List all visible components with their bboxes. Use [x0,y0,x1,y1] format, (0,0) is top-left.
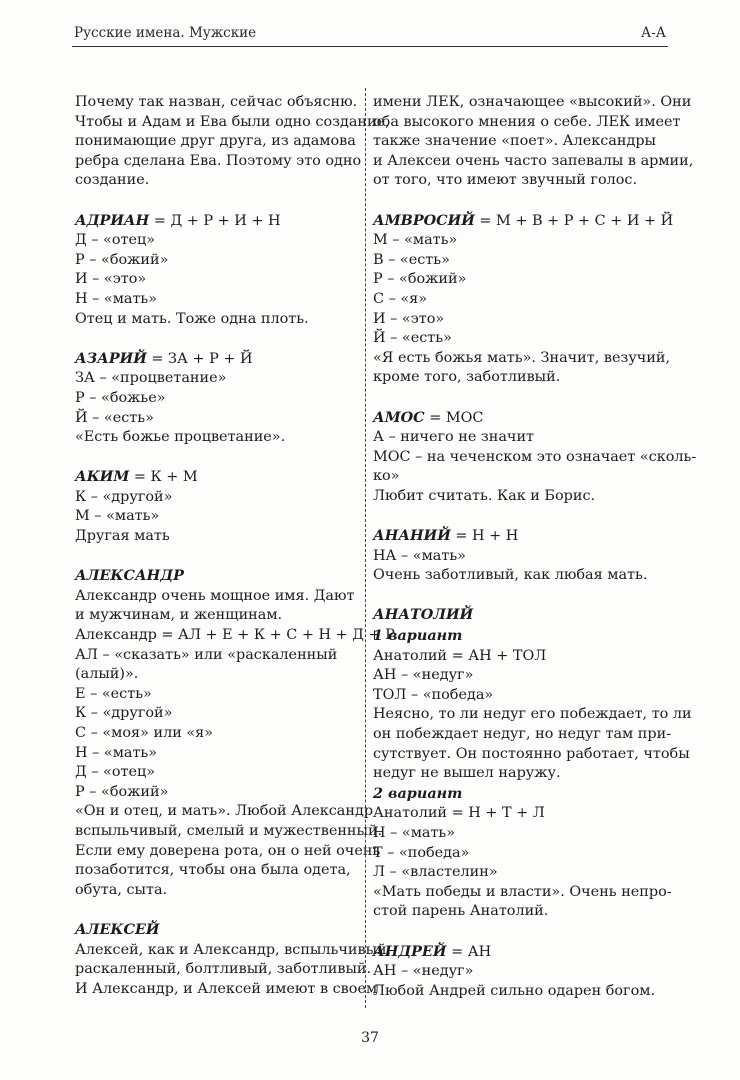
line-text: НА – «мать» [373,547,466,564]
line-text: = Д + Р + И + Н [149,212,281,229]
line-text: от того, что имеют звучный голос. [373,172,638,189]
line-text: Л – «властелин» [373,864,498,881]
text-line [373,270,660,290]
text-line [75,93,360,113]
line-text: Р – «божий» [75,783,169,800]
text-line [75,861,360,881]
text-line [75,941,392,961]
entry-headword: 1 вариант [373,627,463,645]
line-text: = МОС [424,409,484,426]
entry-heading-line [75,920,360,941]
entry-heading-line [373,784,660,805]
line-text: Неясно, то ли недуг его побеждает, то ли [373,706,692,723]
line-text: стой парень Анатолий. [373,903,549,920]
line-text: понимающие друг друга, из адамова [75,133,356,150]
line-text: он побеждает недуг, но недуг там при- [373,726,672,742]
line-text: «Я есть божья мать». Значит, везучий, [373,349,671,366]
entry-headword: АЛЕКСЕЙ [75,920,160,938]
text-line [373,251,660,271]
line-text: оба высокого мнения о себе. ЛЕК имеет [373,113,681,130]
line-text: кроме того, заботливый. [373,369,561,386]
line-text: = М + В + Р + С + И + Й [474,212,674,229]
text-line [75,802,374,822]
line-text: раскаленный, болтливый, заботливый. [75,961,372,978]
text-line [75,822,383,842]
text-line [373,428,660,448]
paragraph-gap [75,547,360,567]
text-line [373,547,660,567]
paragraph-gap [75,329,360,349]
text-line [75,270,360,290]
text-line [75,960,372,980]
line-text: имени ЛЕК, означающее «высокий». Они [373,94,692,110]
text-line [75,724,360,744]
text-line [373,152,694,172]
line-text: Почему так назван, сейчас объясню. [75,94,358,110]
text-line [373,310,660,330]
line-text: Д – «отец» [75,764,156,781]
text-line [75,685,360,705]
line-text: ребра сделана Ева. Поэтому это одно [75,152,362,169]
text-line [373,171,660,191]
line-text: К – «другой» [75,705,173,722]
entry-heading-line [75,211,360,232]
text-line [373,725,672,745]
text-line [75,171,360,191]
line-text: = АН [446,943,492,960]
line-text: и мужчинам, и женщинам. [75,607,283,624]
entry-headword: 2 вариант [373,784,463,802]
right-column [373,93,697,1001]
line-text: В – «есть» [373,251,450,268]
line-text: = К + М [129,469,198,486]
line-text: Й – «есть» [75,409,154,426]
text-line [373,566,660,586]
text-line [75,409,360,429]
text-line [75,389,360,409]
paragraph-gap [373,922,660,942]
entry-headword: АКИМ [75,468,130,486]
text-line [75,369,360,389]
paragraph-gap [373,586,660,606]
line-text: Очень заботливый, как любая мать. [373,567,648,584]
entry-headword: АЛЕКСАНДР [75,567,184,585]
paragraph-gap [75,448,360,468]
text-line [75,113,390,133]
text-line [75,704,360,724]
paragraph-gap [373,191,660,211]
line-text: Н – «мать» [75,290,158,307]
entry-heading-line [373,605,660,626]
line-text: Р – «божий» [75,251,169,268]
text-line [373,745,690,765]
paragraph-gap [373,506,660,526]
entry-heading-line [75,467,360,488]
line-text: Анатолий = АН + ТОЛ [373,647,547,664]
entry-heading-line [373,526,660,547]
line-text: Алексей, как и Александр, вспыльчивый, [75,941,392,958]
line-text: АЛ – «сказать» или «раскаленный [75,646,338,663]
line-text: К – «другой» [75,488,173,505]
line-text: Если ему доверена рота, он о ней очень [75,842,381,859]
line-text: Анатолий = Н + Т + Л [373,805,545,822]
line-text: Р – «божий» [373,271,467,288]
line-text: Е – «есть» [75,685,152,702]
line-text: Т – «победа» [373,844,470,861]
text-line [373,863,660,883]
text-line [373,686,660,706]
line-text: С – «я» [373,290,428,307]
line-text: Любит считать. Как и Борис. [373,487,596,504]
line-text: (алый)». [75,666,139,683]
text-line [75,842,381,862]
line-text: обута, сыта. [75,881,168,898]
text-line [373,132,660,152]
text-line [75,626,395,646]
text-line [75,763,360,783]
line-text: и Алексеи очень часто запевалы в армии, [373,152,694,169]
paragraph-gap [373,388,660,408]
column-divider [365,88,366,1008]
text-line [373,764,660,784]
entry-heading-line [373,211,674,232]
text-line [373,448,697,468]
text-line [75,783,360,803]
line-text: вспыльчивый, смелый и мужественный. [75,822,383,839]
text-line [75,132,360,152]
text-line [373,467,660,487]
line-text: Р – «божье» [75,389,166,406]
entry-headword: АЗАРИЙ [75,349,147,367]
line-text: ТОЛ – «победа» [373,686,494,703]
entry-headword: АМОС [373,408,425,426]
entry-heading-line [75,349,360,370]
line-text: Александр очень мощное имя. Дают [75,587,355,604]
text-line [373,902,660,922]
text-line [75,881,360,901]
line-text: также значение «поет». Александры [373,133,656,150]
text-line [373,883,672,903]
line-text: Александр = АЛ + Е + К + С + Н + Д + Р [75,627,395,644]
line-text: И – «это» [75,271,147,288]
line-text: = Н + Н [450,528,519,545]
text-line [75,606,360,626]
text-line [373,705,692,725]
entry-heading-line [373,626,660,647]
paragraph-gap [75,191,360,211]
entry-headword: АМВРОСИЙ [373,211,475,229]
text-line [373,93,692,113]
text-line [373,113,681,133]
text-line [373,982,660,1002]
entry-headword: АНДРЕЙ [373,942,447,960]
line-text: А – ничего не значит [373,429,535,446]
line-text: Другая мать [75,528,170,545]
line-text: = ЗА + Р + Й [146,350,253,367]
header-range: А-А [640,25,666,41]
text-line [373,329,660,349]
page-number: 37 [361,1030,379,1046]
text-line [75,646,360,666]
line-text: М – «мать» [75,508,160,525]
line-text: АН – «недуг» [373,963,474,980]
header-title: Русские имена. Мужские [74,25,257,41]
line-text: Чтобы и Адам и Ева были одно создание, [75,113,390,130]
text-line [75,290,360,310]
line-text: Любой Андрей сильно одарен богом. [373,982,656,999]
line-text: сутствует. Он постоянно работает, чтобы [373,745,690,762]
text-line [75,527,360,547]
text-line [75,310,360,330]
running-header [72,20,668,47]
line-text: «Есть божье процветание». [75,429,286,446]
line-text: С – «моя» или «я» [75,725,214,741]
line-text: М – «мать» [373,232,458,249]
text-line [75,152,360,172]
text-line [373,844,660,864]
text-line [75,744,360,764]
entry-headword: АДРИАН [75,211,150,229]
line-text: Й – «есть» [373,330,452,347]
entry-headword: АНАНИЙ [373,527,451,545]
text-line [373,647,660,667]
line-text: Н – «мать» [373,824,456,841]
line-text: «Мать победы и власти». Очень непро- [373,883,672,900]
line-text: «Он и отец, и мать». Любой Александр [75,803,374,820]
entry-heading-line [373,942,660,963]
text-line [75,980,378,1000]
text-line [373,824,660,844]
line-text: позаботится, чтобы она была одета, [75,862,351,879]
text-line [75,665,360,685]
text-line [373,290,660,310]
text-line [75,428,360,448]
line-text: создание. [75,172,150,189]
text-line [75,507,360,527]
text-line [373,487,660,507]
line-text: ко» [373,468,400,485]
text-line [75,251,360,271]
entry-heading-line [373,408,660,429]
line-text: МОС – на чеченском это означает «сколь- [373,448,697,465]
line-text: Отец и мать. Тоже одна плоть. [75,310,309,327]
text-line [373,804,660,824]
line-text: Н – «мать» [75,744,158,761]
line-text: Д – «отец» [75,232,156,249]
line-text: ЗА – «процветание» [75,370,227,387]
text-line [75,488,360,508]
text-line [373,231,660,251]
text-line [373,666,660,686]
line-text: АН – «недуг» [373,667,474,684]
line-text: И Александр, и Алексей имеют в своем [75,980,378,997]
entry-heading-line [75,566,360,587]
text-line [373,368,660,388]
text-line [75,231,360,251]
text-line [373,349,671,369]
text-line [75,587,360,607]
entry-headword: АНАТОЛИЙ [373,606,474,624]
line-text: И – «это» [373,310,445,327]
line-text: недуг не вышел наружу. [373,765,561,782]
text-line [373,962,660,982]
paragraph-gap [75,900,360,920]
